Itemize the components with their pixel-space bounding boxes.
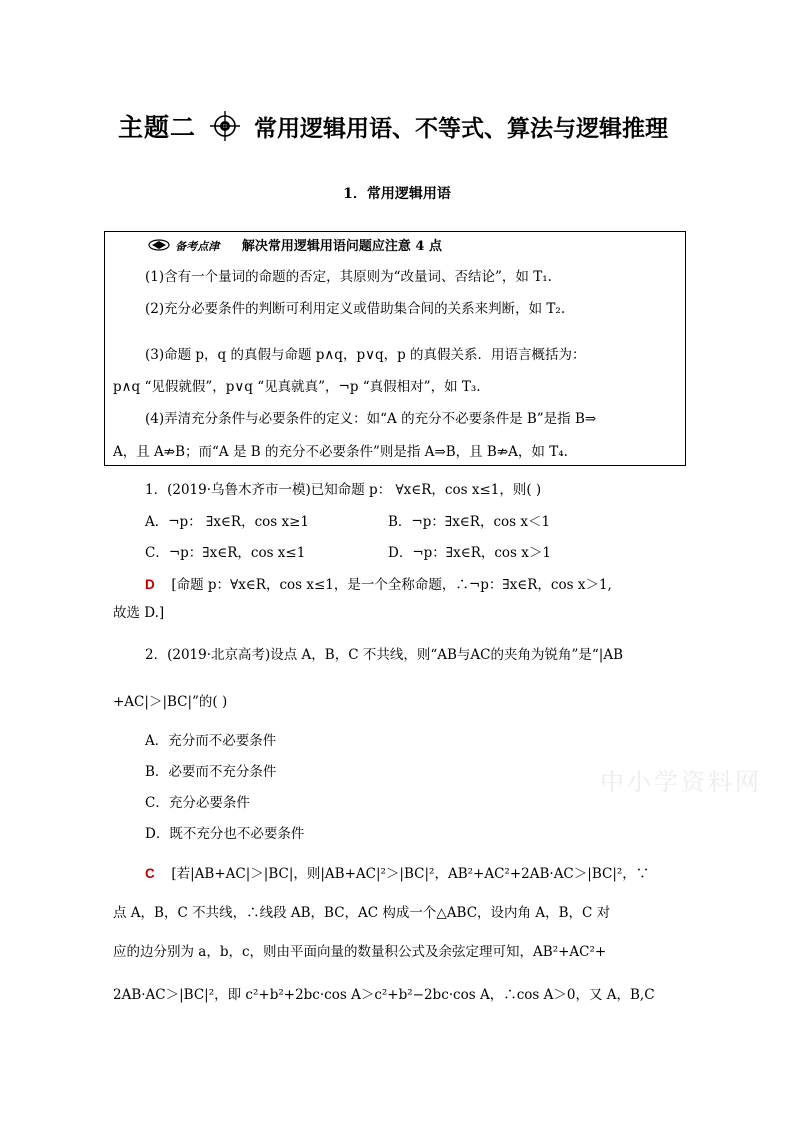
q1-option-c: C．¬p：∃x∈R，cos x≤1 bbox=[145, 545, 306, 561]
q2-option-c: C．充分必要条件 bbox=[145, 795, 250, 811]
title-sub: 常用逻辑用语、不等式、算法与逻辑推理 bbox=[254, 115, 669, 142]
title-main: 主题二 bbox=[118, 113, 197, 142]
tips-heading: 解决常用逻辑用语问题应注意 4 点 bbox=[241, 239, 442, 254]
q2-stem-cont: +AC|＞|BC|”的( ) bbox=[113, 694, 228, 710]
q2-option-a: A．充分而不必要条件 bbox=[145, 733, 277, 749]
tip-line: A，且 A⇏B；而“A 是 B 的充分不必要条件”则是指 A⇒B，且 B⇏A，如 T₄. bbox=[113, 444, 568, 460]
crosshair-icon bbox=[210, 111, 240, 141]
tips-label: 备考点津 bbox=[175, 240, 220, 253]
section-title: 1．常用逻辑用语 bbox=[343, 186, 451, 202]
q1-option-a: A．¬p： ∃x∈R，cos x≥1 bbox=[145, 514, 310, 530]
q2-explanation-line: 点 A，B，C 不共线，∴线段 AB，BC，AC 构成一个△ABC，设内角 A，B，C 对 bbox=[113, 905, 611, 921]
tip-line: (3)命题 p，q 的真假与命题 p∧q，p∨q，p 的真假关系．用语言概括为： bbox=[145, 347, 586, 363]
q1-option-b: B．¬p：∃x∈R，cos x＜1 bbox=[388, 514, 551, 530]
q2-explanation-line: 2AB·AC＞|BC|²，即 c²+b²+2bc·cos A＞c²+b²−2bc·cos A，∴cos A＞0，又 A，B,C bbox=[113, 987, 655, 1003]
q2-stem: 2．(2019·北京高考)设点 A，B，C 不共线，则“AB与AC的夹角为锐角”是“|AB bbox=[145, 647, 624, 663]
tips-badge-icon bbox=[147, 238, 171, 252]
tip-line: p∧q “见假就假”，p∨q “见真就真”，¬p “真假相对”，如 T₃. bbox=[113, 379, 481, 395]
page-title bbox=[118, 108, 668, 144]
q1-answer: D bbox=[145, 577, 155, 592]
tip-line: (1)含有一个量词的命题的否定，其原则为“改量词、否结论”，如 T₁. bbox=[145, 269, 552, 285]
q1-stem: 1．(2019·乌鲁木齐市一模)已知命题 p： ∀x∈R，cos x≤1，则( ) bbox=[145, 482, 542, 498]
tip-line: (2)充分必要条件的判断可利用定义或借助集合间的关系来判断，如 T₂. bbox=[145, 301, 566, 317]
q1-option-d: D．¬p：∃x∈R，cos x＞1 bbox=[388, 545, 551, 561]
tips-box bbox=[104, 231, 686, 466]
q2-explanation bbox=[145, 864, 649, 884]
q1-explanation bbox=[145, 575, 612, 595]
q2-explanation-text: [若|AB+AC|＞|BC|，则|AB+AC|²＞|BC|²，AB²+AC²+2AB·AC＞|BC|²，∵ bbox=[171, 866, 650, 882]
q2-answer: C bbox=[145, 866, 155, 881]
tip-line: (4)弄清充分条件与必要条件的定义：如“A 的充分不必要条件是 B”是指 B⇒ bbox=[145, 411, 597, 427]
q1-explanation-text: [命题 p：∀x∈R，cos x≤1，是一个全称命题，∴¬p：∃x∈R，cos x＞1, bbox=[171, 577, 612, 593]
q2-option-d: D．既不充分也不必要条件 bbox=[145, 826, 305, 842]
q2-explanation-line: 应的边分别为 a，b，c，则由平面向量的数量积公式及余弦定理可知，AB²+AC²+ bbox=[113, 944, 607, 960]
q2-option-b: B．必要而不充分条件 bbox=[145, 764, 277, 780]
tips-header bbox=[147, 236, 442, 257]
q1-explanation-end: 故选 D.] bbox=[113, 605, 165, 621]
watermark: 中小学资料网 bbox=[600, 768, 762, 796]
